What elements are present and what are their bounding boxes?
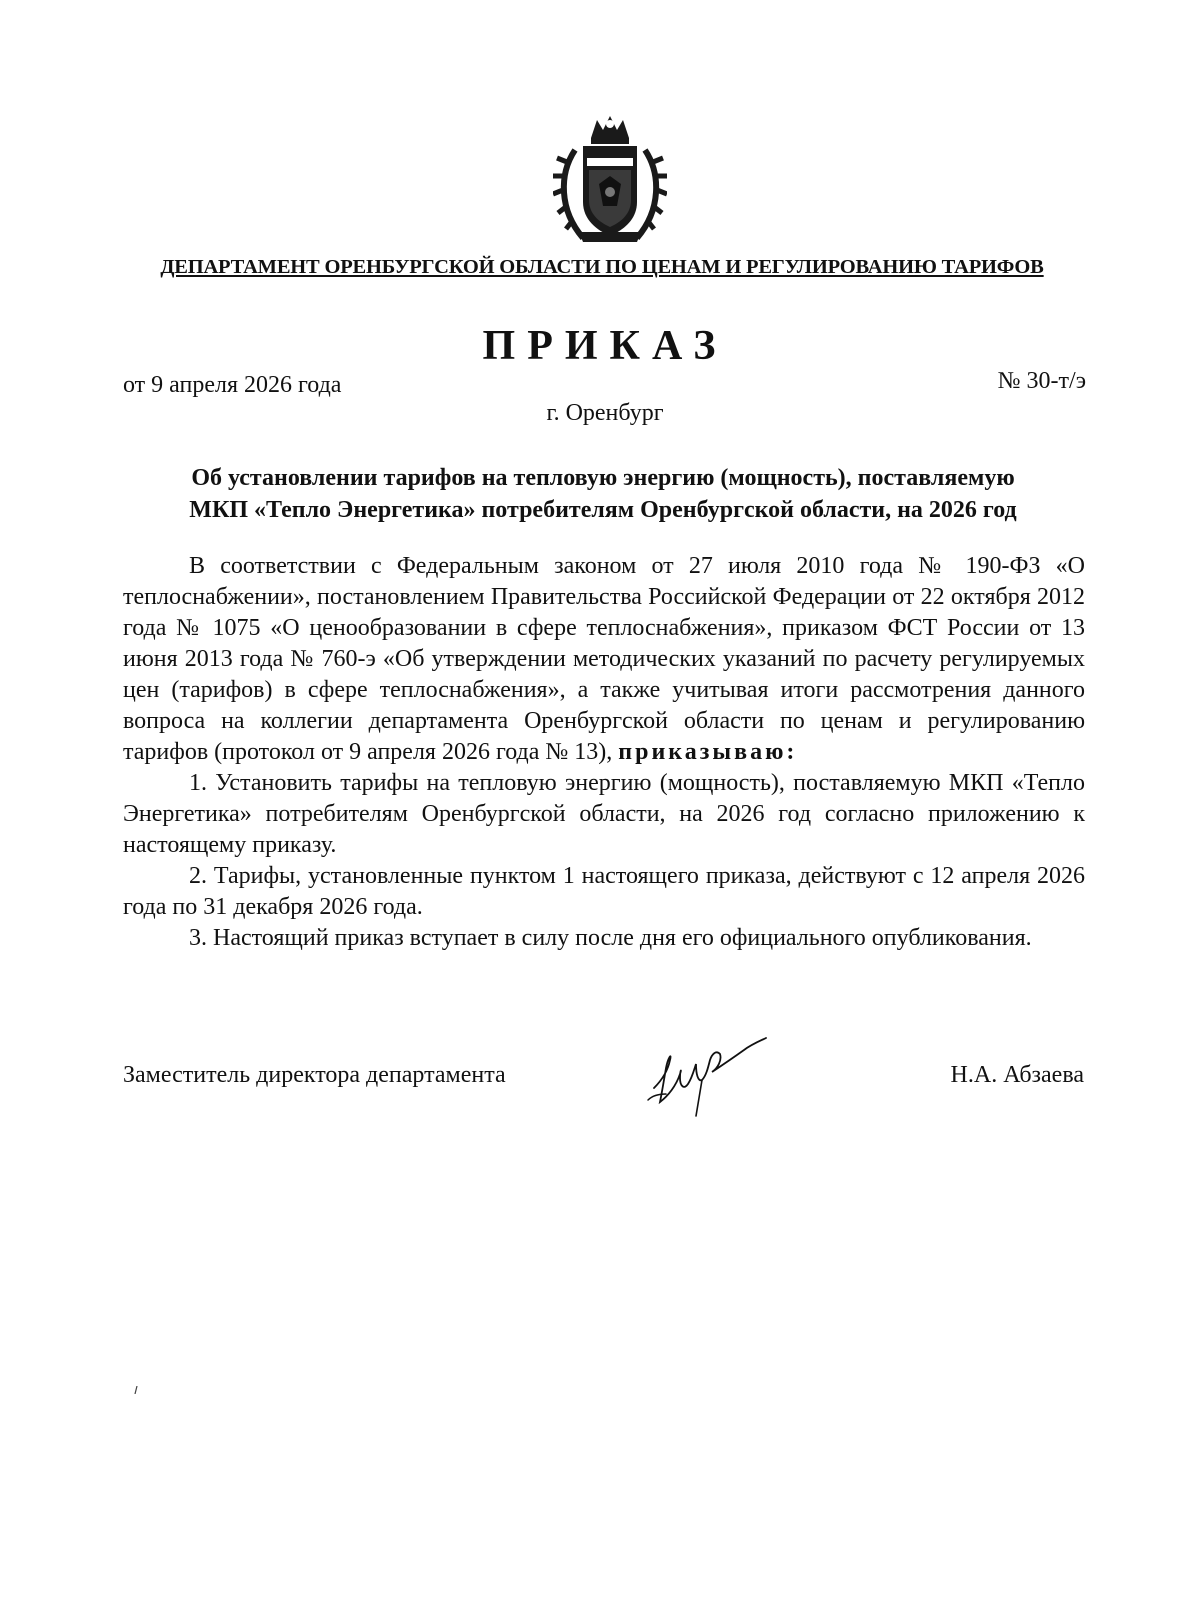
subject-line-2: МКП «Тепло Энергетика» потребителям Оренбургской области, на 2026 год — [189, 497, 1017, 523]
order-body — [123, 551, 1085, 954]
order-date: от 9 апреля 2026 года — [123, 372, 342, 398]
oblast-coat-of-arms-icon — [553, 114, 667, 248]
decree-word: приказываю: — [618, 739, 798, 765]
handwritten-signature-icon — [640, 1030, 770, 1120]
signatory-position: Заместитель директора департамента — [123, 1062, 506, 1088]
order-item-3: 3. Настоящий приказ вступает в силу после дня его официального опубликования. — [189, 925, 1032, 951]
subject-line-1: Об установлении тарифов на тепловую энергию (мощность), поставляемую — [191, 465, 1015, 491]
order-city: г. Оренбург — [546, 400, 664, 426]
document-title: ПРИКАЗ — [482, 323, 728, 369]
preamble-paragraph — [123, 551, 1085, 768]
signatory-name: Н.А. Абзаева — [950, 1062, 1084, 1088]
order-item-2: 2. Тарифы, установленные пунктом 1 настоящего приказа, действуют с 12 апреля 2026 года по 31 декабря 2026 года. — [123, 863, 1085, 920]
order-number: № 30-т/э — [997, 368, 1086, 394]
scan-speck — [134, 1386, 138, 1394]
department-name: ДЕПАРТАМЕНТ ОРЕНБУРГСКОЙ ОБЛАСТИ ПО ЦЕНАМ И РЕГУЛИРОВАНИЮ ТАРИФОВ — [160, 256, 1044, 278]
order-item-1: 1. Установить тарифы на тепловую энергию (мощность), поставляемую МКП «Тепло Энергетика» потребителям Оренбургской области, на 2026 год согласно приложению к настоящему приказу. — [123, 770, 1085, 858]
preamble-text: В соответствии с Федеральным законом от 27 июля 2010 года № 190-ФЗ «О теплоснабжении», постановлением Правительства Российской Федерации от 22 октября 2012 года № 1075 «О ценообразовании в сфере теплоснабжения», приказом ФСТ России от 13 июня 2013 года № 760-э «Об утверждении методических указаний по расчету регулируемых цен (тарифов) в сфере теплоснабжения», а также учитывая итоги рассмотрения данного вопроса на коллегии департамента Оренбургской области по ценам и регулированию тарифов (протокол от 9 апреля 2026 года № 13), — [123, 553, 1085, 765]
order-subject — [120, 462, 1086, 526]
